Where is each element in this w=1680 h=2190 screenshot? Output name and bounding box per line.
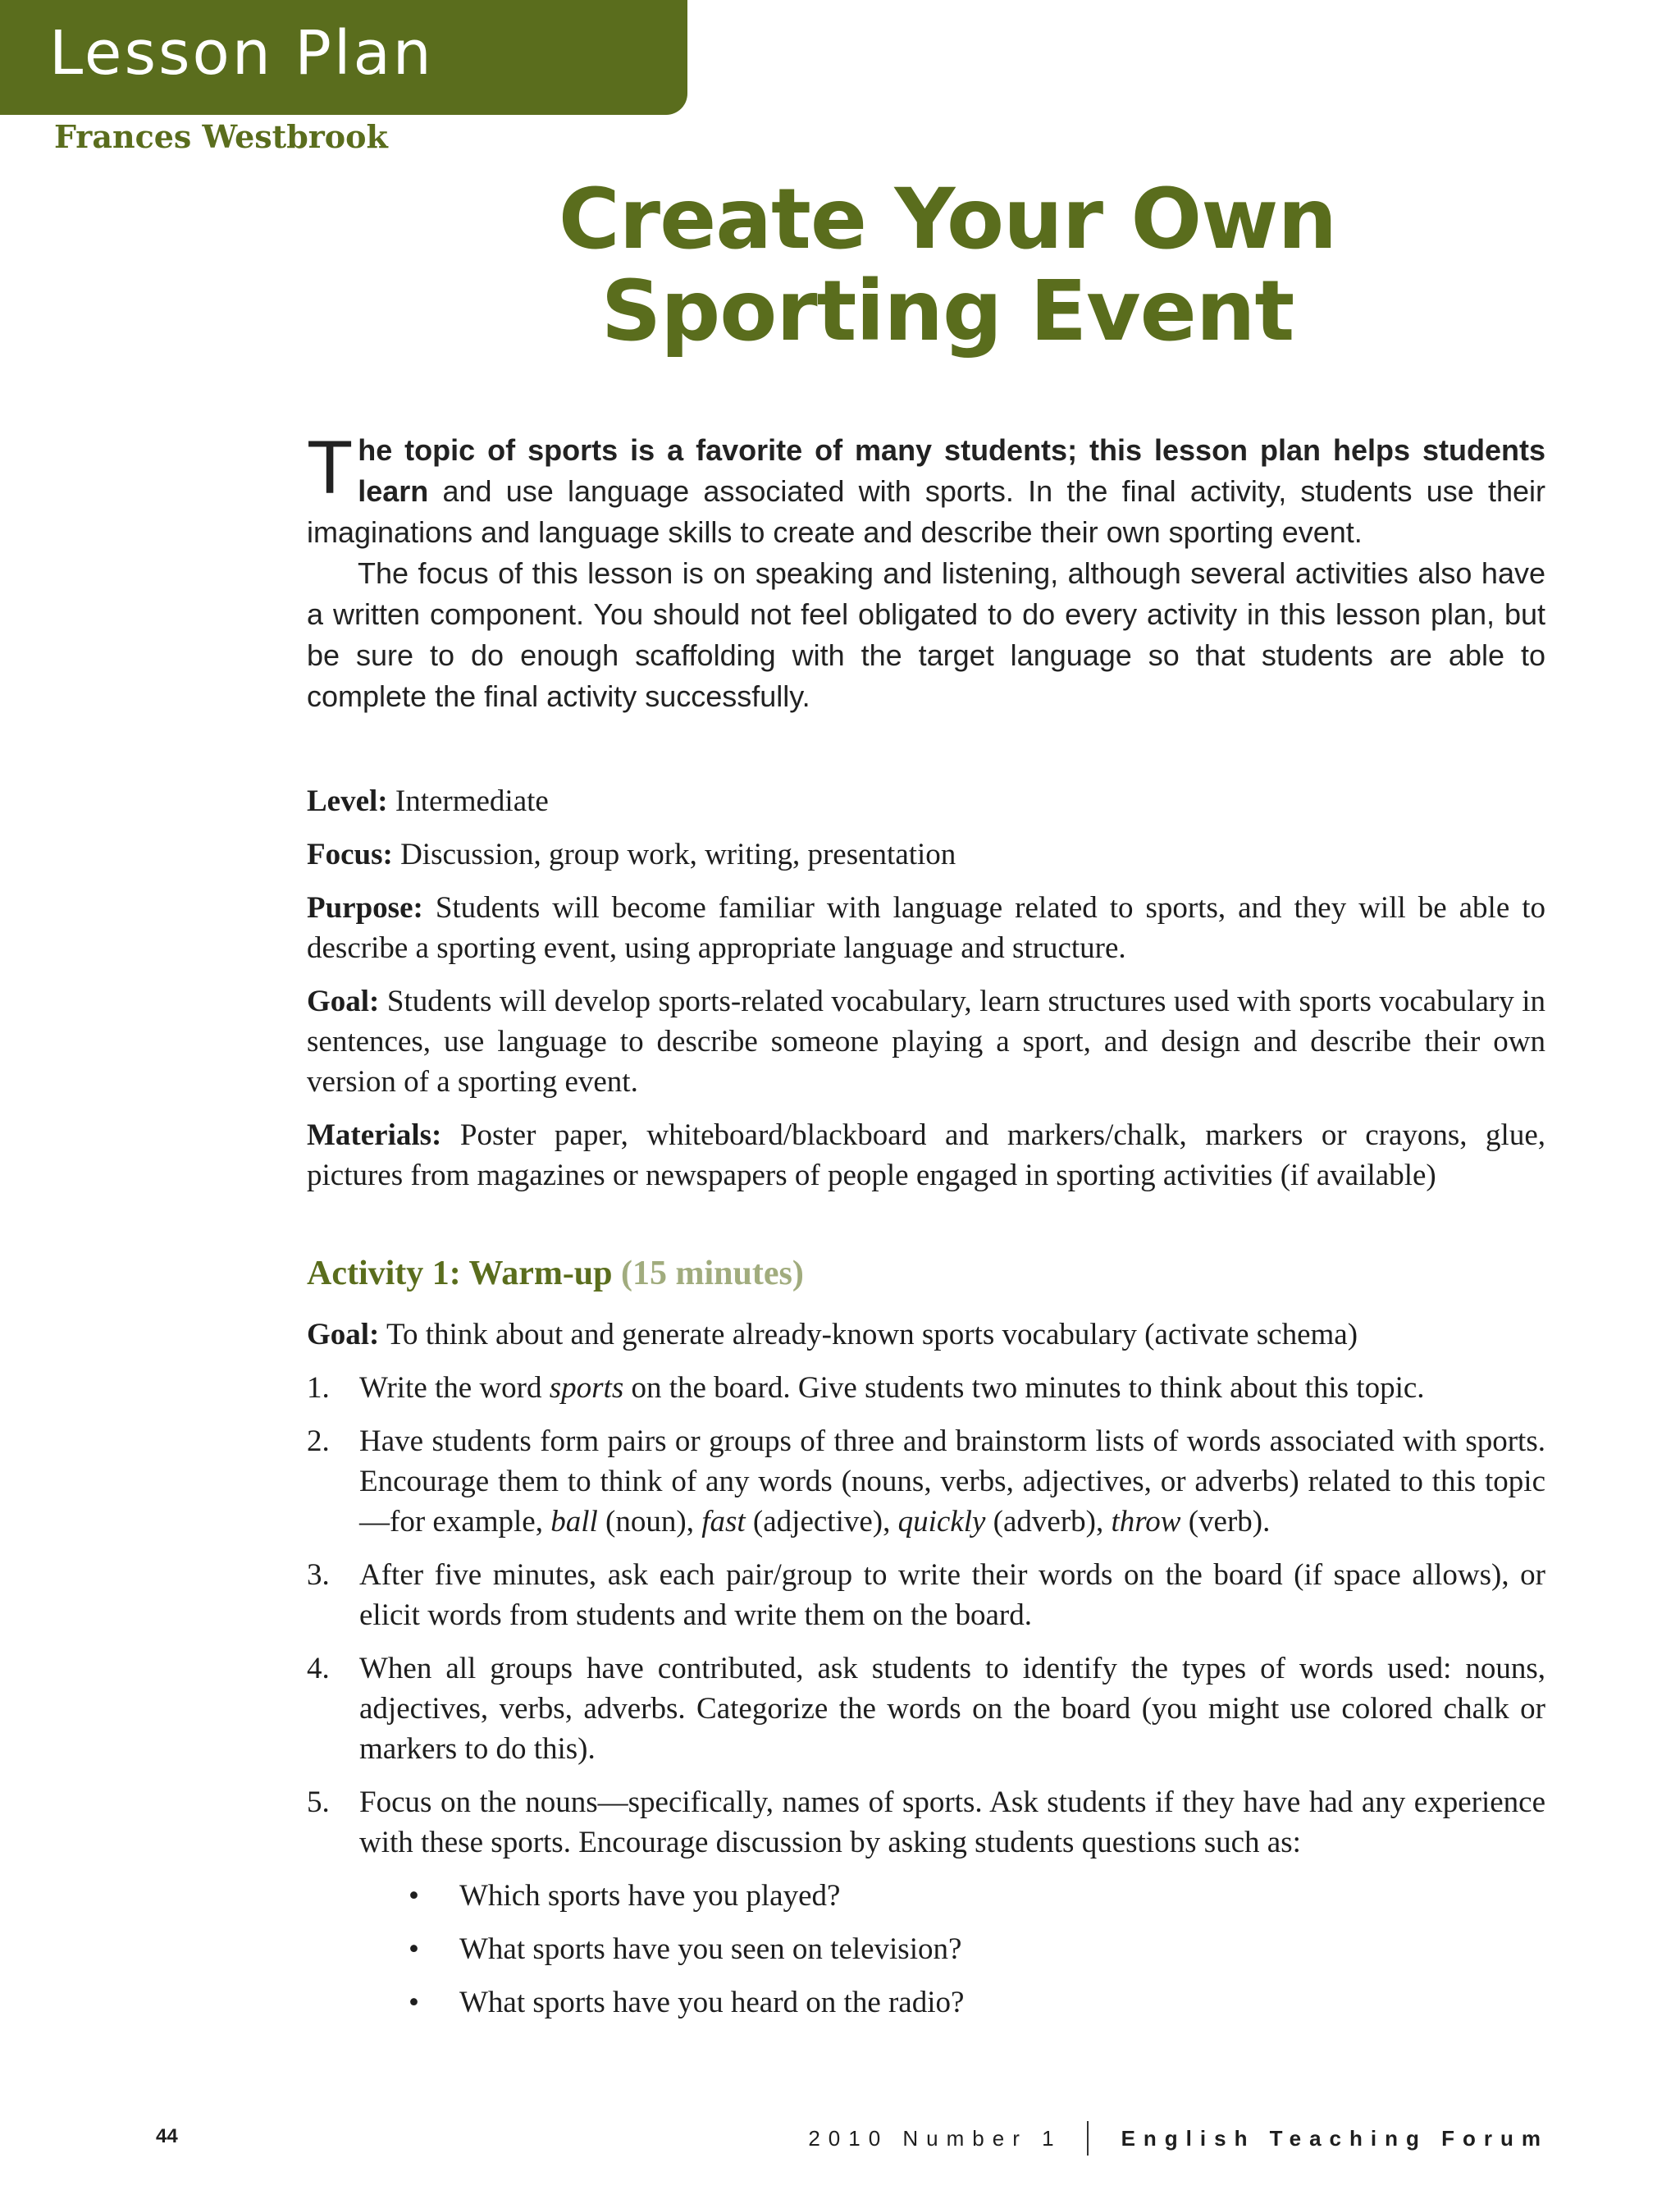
section-label: Lesson Plan bbox=[49, 18, 434, 89]
step-number: 3. bbox=[307, 1558, 330, 1592]
drop-cap: T bbox=[307, 426, 354, 510]
step-text: (adverb), bbox=[985, 1505, 1112, 1538]
intro-section bbox=[307, 426, 1545, 717]
step-number: 5. bbox=[307, 1785, 330, 1819]
step-emphasis: sports bbox=[549, 1371, 624, 1405]
goal-label: Goal: bbox=[307, 985, 380, 1018]
question-list bbox=[359, 1876, 1545, 2023]
step-number: 2. bbox=[307, 1424, 330, 1458]
activity-steps bbox=[307, 1368, 1545, 2023]
question-item bbox=[359, 1982, 1545, 2023]
activity-goal-text: To think about and generate already-known sports vocabulary (activate schema) bbox=[386, 1318, 1358, 1351]
page-title bbox=[353, 171, 1542, 360]
question-text: What sports have you heard on the radio? bbox=[459, 1986, 965, 2019]
focus-value: Discussion, group work, writing, presentation bbox=[400, 838, 956, 871]
materials-row bbox=[307, 1115, 1545, 1196]
activity-heading bbox=[307, 1254, 1545, 1293]
step-number: 4. bbox=[307, 1652, 330, 1685]
intro-paragraph-2: The focus of this lesson is on speaking and listening, although several activities also have a written component. You should not feel obligated to do every activity in this lesson plan, but be sure to do enough scaffolding with the target language so that students are able to complete the final activity successfully. bbox=[307, 556, 1545, 713]
step-text: Have students form pairs or groups of three and brainstorm lists of words associated with sports. Encourage them to think of any words (nouns, verbs, adjectives, or adverbs) related to this topic—for example, bbox=[359, 1424, 1545, 1538]
header-tab bbox=[0, 0, 687, 115]
focus-label: Focus: bbox=[307, 838, 393, 871]
step-text: Focus on the nouns—specifically, names of sports. Ask students if they have had any experience with these sports. Encourage discussion by asking students questions such as: bbox=[359, 1785, 1545, 1859]
footer-divider bbox=[1087, 2121, 1089, 2156]
activity-duration: (15 minutes) bbox=[621, 1255, 804, 1292]
intro-paragraph-1 bbox=[307, 426, 1545, 553]
question-text: What sports have you seen on television? bbox=[459, 1932, 962, 1966]
step-number: 1. bbox=[307, 1371, 330, 1405]
title-line-2: Sporting Event bbox=[600, 263, 1294, 360]
materials-value: Poster paper, whiteboard/blackboard and markers/chalk, markers or crayons, glue, pictures from magazines or newspapers of people engaged in sporting activities (if available) bbox=[307, 1118, 1545, 1192]
step-emphasis: fast bbox=[701, 1505, 746, 1538]
step-item bbox=[307, 1555, 1545, 1635]
step-text: on the board. Give students two minutes to think about this topic. bbox=[623, 1371, 1425, 1405]
bullet-icon: • bbox=[409, 1879, 419, 1913]
step-item bbox=[307, 1782, 1545, 2023]
purpose-value: Students will become familiar with language related to sports, and they will be able to describe a sporting event, using appropriate language and structure. bbox=[307, 891, 1546, 965]
question-item bbox=[359, 1929, 1545, 1969]
step-emphasis: quickly bbox=[897, 1505, 986, 1538]
level-value: Intermediate bbox=[395, 784, 549, 818]
step-text: When all groups have contributed, ask students to identify the types of words used: nouns, adjectives, verbs, adverbs. Categorize the words on the board (you might use colored chalk or markers to do this). bbox=[359, 1652, 1545, 1766]
intro-text: and use language associated with sports. In the final activity, students use their imaginations and language skills to create and describe their own sporting event. bbox=[307, 474, 1545, 549]
step-item bbox=[307, 1368, 1545, 1408]
step-item bbox=[307, 1421, 1545, 1542]
page-number: 44 bbox=[156, 2125, 178, 2147]
materials-label: Materials: bbox=[307, 1118, 442, 1152]
lesson-details bbox=[307, 781, 1545, 1209]
level-row bbox=[307, 781, 1545, 821]
footer bbox=[808, 2121, 1549, 2156]
step-text: After five minutes, ask each pair/group to write their words on the board (if space allows), or elicit words from students and write them on the board. bbox=[359, 1558, 1545, 1632]
goal-row bbox=[307, 981, 1545, 1102]
title-line-1: Create Your Own bbox=[558, 171, 1337, 268]
bullet-icon: • bbox=[409, 1932, 419, 1966]
question-item bbox=[359, 1876, 1545, 1916]
activity-title: Activity 1: Warm-up bbox=[307, 1255, 613, 1292]
bullet-icon: • bbox=[409, 1986, 419, 2019]
journal-name: English Teaching Forum bbox=[1121, 2125, 1549, 2151]
level-label: Level: bbox=[307, 784, 388, 818]
purpose-row bbox=[307, 888, 1545, 968]
activity-goal-label: Goal: bbox=[307, 1318, 380, 1351]
goal-value: Students will develop sports-related vocabulary, learn structures used with sports vocabulary in sentences, use language to describe someone playing a sport, and design and describe their own version of a sporting event. bbox=[307, 985, 1545, 1099]
step-emphasis: ball bbox=[550, 1505, 598, 1538]
step-text: (adjective), bbox=[745, 1505, 898, 1538]
step-text: (noun), bbox=[597, 1505, 702, 1538]
activity-1-section bbox=[307, 1254, 1545, 2036]
question-text: Which sports have you played? bbox=[459, 1879, 841, 1913]
focus-row bbox=[307, 834, 1545, 875]
author-name: Frances Westbrook bbox=[54, 118, 388, 155]
purpose-label: Purpose: bbox=[307, 891, 423, 925]
issue-label: 2010 Number 1 bbox=[808, 2125, 1062, 2151]
step-text: Write the word bbox=[359, 1371, 550, 1405]
step-item bbox=[307, 1648, 1545, 1769]
step-text: (verb). bbox=[1180, 1505, 1271, 1538]
intro-lead: he topic of sports is a favorite of many students; this lesson plan helps students learn bbox=[358, 433, 1545, 508]
step-emphasis: throw bbox=[1111, 1505, 1181, 1538]
activity-goal bbox=[307, 1314, 1545, 1355]
